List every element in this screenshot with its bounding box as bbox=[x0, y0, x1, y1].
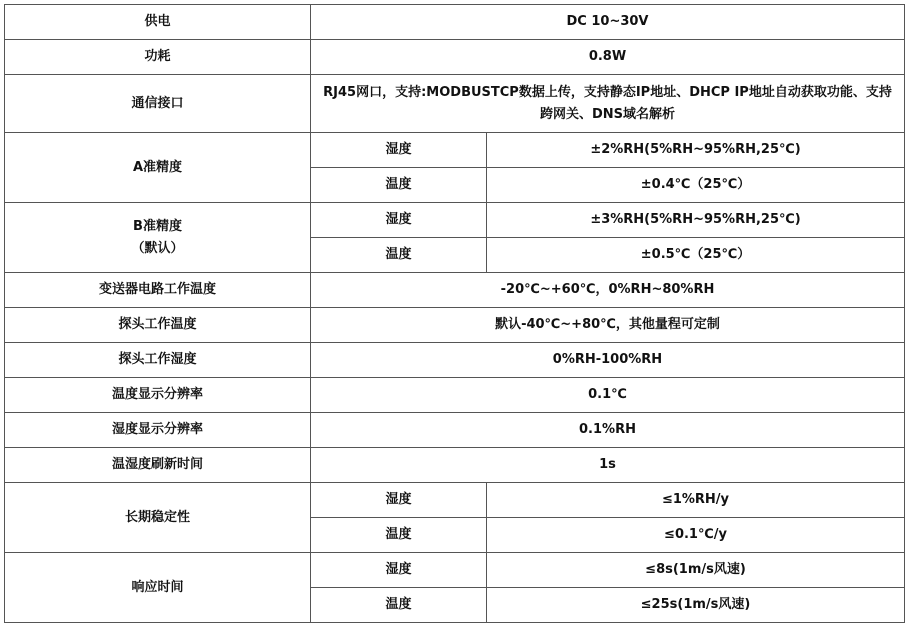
table-row-temp-resolution bbox=[5, 378, 905, 413]
sub-label: 湿度 bbox=[311, 203, 487, 238]
sub-label: 温度 bbox=[311, 588, 487, 623]
row-label: A准精度 bbox=[5, 133, 311, 203]
table-row-stability-humidity bbox=[5, 483, 905, 518]
sub-value: ≤1%RH/y bbox=[487, 483, 905, 518]
table-row-accuracy-b-humidity bbox=[5, 203, 905, 238]
spec-table bbox=[4, 4, 905, 623]
sub-label: 湿度 bbox=[311, 483, 487, 518]
sub-label: 温度 bbox=[311, 518, 487, 553]
row-label: 探头工作温度 bbox=[5, 308, 311, 343]
sub-label: 湿度 bbox=[311, 553, 487, 588]
row-value: 1s bbox=[311, 448, 905, 483]
sub-value: ≤25s(1m/s风速) bbox=[487, 588, 905, 623]
table-row-probe-humidity bbox=[5, 343, 905, 378]
row-label: 长期稳定性 bbox=[5, 483, 311, 553]
sub-value: ≤8s(1m/s风速) bbox=[487, 553, 905, 588]
sub-label: 温度 bbox=[311, 168, 487, 203]
sub-value: ±2%RH(5%RH~95%RH,25℃) bbox=[487, 133, 905, 168]
row-label: 温度显示分辨率 bbox=[5, 378, 311, 413]
row-label: 供电 bbox=[5, 5, 311, 40]
row-value: 默认-40℃~+80℃，其他量程可定制 bbox=[311, 308, 905, 343]
row-value: DC 10~30V bbox=[311, 5, 905, 40]
row-label-note: （默认） bbox=[131, 240, 184, 256]
row-label: 温湿度刷新时间 bbox=[5, 448, 311, 483]
row-label: 湿度显示分辨率 bbox=[5, 413, 311, 448]
sub-label: 温度 bbox=[311, 238, 487, 273]
sub-label: 湿度 bbox=[311, 133, 487, 168]
row-label: 功耗 bbox=[5, 40, 311, 75]
row-label: 响应时间 bbox=[5, 553, 311, 623]
row-label: 通信接口 bbox=[5, 75, 311, 133]
table-row-refresh-time bbox=[5, 448, 905, 483]
table-row-probe-temp bbox=[5, 308, 905, 343]
sub-value: ±3%RH(5%RH~95%RH,25℃) bbox=[487, 203, 905, 238]
table-row-accuracy-a-humidity bbox=[5, 133, 905, 168]
row-label-cell bbox=[5, 203, 311, 273]
row-value: 0%RH-100%RH bbox=[311, 343, 905, 378]
row-value: 0.1%RH bbox=[311, 413, 905, 448]
row-value: RJ45网口，支持:MODBUSTCP数据上传，支持静态IP地址、DHCP IP地址自动获取功能、支持跨网关、DNS域名解析 bbox=[311, 75, 905, 133]
sub-value: ≤0.1℃/y bbox=[487, 518, 905, 553]
table-row-interface bbox=[5, 75, 905, 133]
table-row-consumption bbox=[5, 40, 905, 75]
row-value: 0.1℃ bbox=[311, 378, 905, 413]
table-row-response-humidity bbox=[5, 553, 905, 588]
row-label: 变送器电路工作温度 bbox=[5, 273, 311, 308]
table-row-humidity-resolution bbox=[5, 413, 905, 448]
sub-value: ±0.5℃（25℃） bbox=[487, 238, 905, 273]
sub-value: ±0.4℃（25℃） bbox=[487, 168, 905, 203]
row-label: B准精度 bbox=[133, 218, 182, 234]
row-value: 0.8W bbox=[311, 40, 905, 75]
table-row-power bbox=[5, 5, 905, 40]
row-value: -20℃~+60℃，0%RH~80%RH bbox=[311, 273, 905, 308]
row-label: 探头工作湿度 bbox=[5, 343, 311, 378]
table-row-circuit-temp bbox=[5, 273, 905, 308]
